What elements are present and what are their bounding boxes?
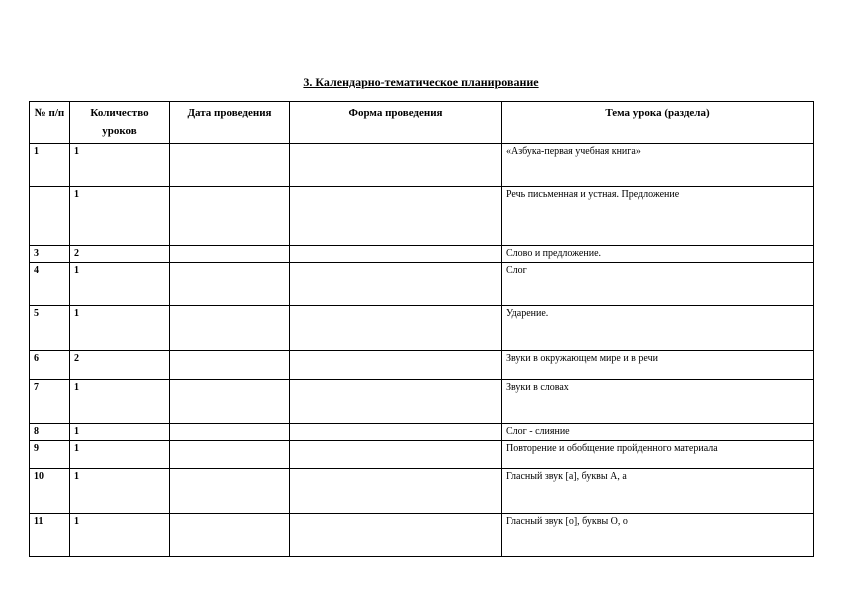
row-topic: Слог - слияние [502, 424, 814, 441]
row-form [290, 441, 502, 469]
row-form [290, 246, 502, 263]
row-num: 8 [30, 424, 70, 441]
row-topic: Гласный звук [а], буквы А, а [502, 469, 814, 514]
row-num: 5 [30, 306, 70, 351]
table-row [30, 424, 814, 441]
row-count: 2 [70, 351, 170, 380]
row-count: 1 [70, 469, 170, 514]
row-date [170, 187, 290, 246]
table-row [30, 351, 814, 380]
row-topic: Речь письменная и устная. Предложение [502, 187, 814, 246]
table-row [30, 246, 814, 263]
row-form [290, 424, 502, 441]
row-form [290, 306, 502, 351]
row-count: 1 [70, 380, 170, 424]
row-topic: «Азбука-первая учебная книга» [502, 144, 814, 187]
row-date [170, 441, 290, 469]
row-count: 1 [70, 187, 170, 246]
row-num [30, 187, 70, 246]
row-num: 6 [30, 351, 70, 380]
row-count: 1 [70, 144, 170, 187]
row-form [290, 380, 502, 424]
row-count: 1 [70, 306, 170, 351]
row-num: 1 [30, 144, 70, 187]
row-count: 1 [70, 514, 170, 557]
table-row [30, 380, 814, 424]
header-count: Количество уроков [70, 102, 170, 144]
row-form [290, 351, 502, 380]
table-row [30, 263, 814, 306]
row-count: 1 [70, 424, 170, 441]
table-row [30, 187, 814, 246]
row-topic: Звуки в окружающем мире и в речи [502, 351, 814, 380]
calendar-plan-table [29, 101, 814, 557]
row-num: 10 [30, 469, 70, 514]
row-topic: Повторение и обобщение пройденного материала [502, 441, 814, 469]
page-title: 3. Календарно-тематическое планирование [303, 75, 539, 89]
row-date [170, 351, 290, 380]
row-count: 1 [70, 263, 170, 306]
row-date [170, 263, 290, 306]
row-num: 3 [30, 246, 70, 263]
row-topic: Слово и предложение. [502, 246, 814, 263]
row-topic: Звуки в словах [502, 380, 814, 424]
row-date [170, 380, 290, 424]
row-topic: Гласный звук [о], буквы О, о [502, 514, 814, 557]
row-form [290, 144, 502, 187]
row-form [290, 514, 502, 557]
table-header-row [30, 102, 814, 144]
row-date [170, 306, 290, 351]
row-num: 7 [30, 380, 70, 424]
table-row [30, 144, 814, 187]
table-row [30, 469, 814, 514]
row-count: 2 [70, 246, 170, 263]
row-num: 11 [30, 514, 70, 557]
table-row [30, 306, 814, 351]
row-num: 9 [30, 441, 70, 469]
row-topic: Ударение. [502, 306, 814, 351]
table-row [30, 441, 814, 469]
header-form: Форма проведения [290, 102, 502, 144]
header-num: № п/п [30, 102, 70, 144]
header-date: Дата проведения [170, 102, 290, 144]
row-form [290, 187, 502, 246]
row-count: 1 [70, 441, 170, 469]
row-num: 4 [30, 263, 70, 306]
row-date [170, 469, 290, 514]
row-topic: Слог [502, 263, 814, 306]
row-date [170, 514, 290, 557]
row-form [290, 469, 502, 514]
row-date [170, 424, 290, 441]
row-form [290, 263, 502, 306]
row-date [170, 246, 290, 263]
header-topic: Тема урока (раздела) [502, 102, 814, 144]
row-date [170, 144, 290, 187]
table-row [30, 514, 814, 557]
